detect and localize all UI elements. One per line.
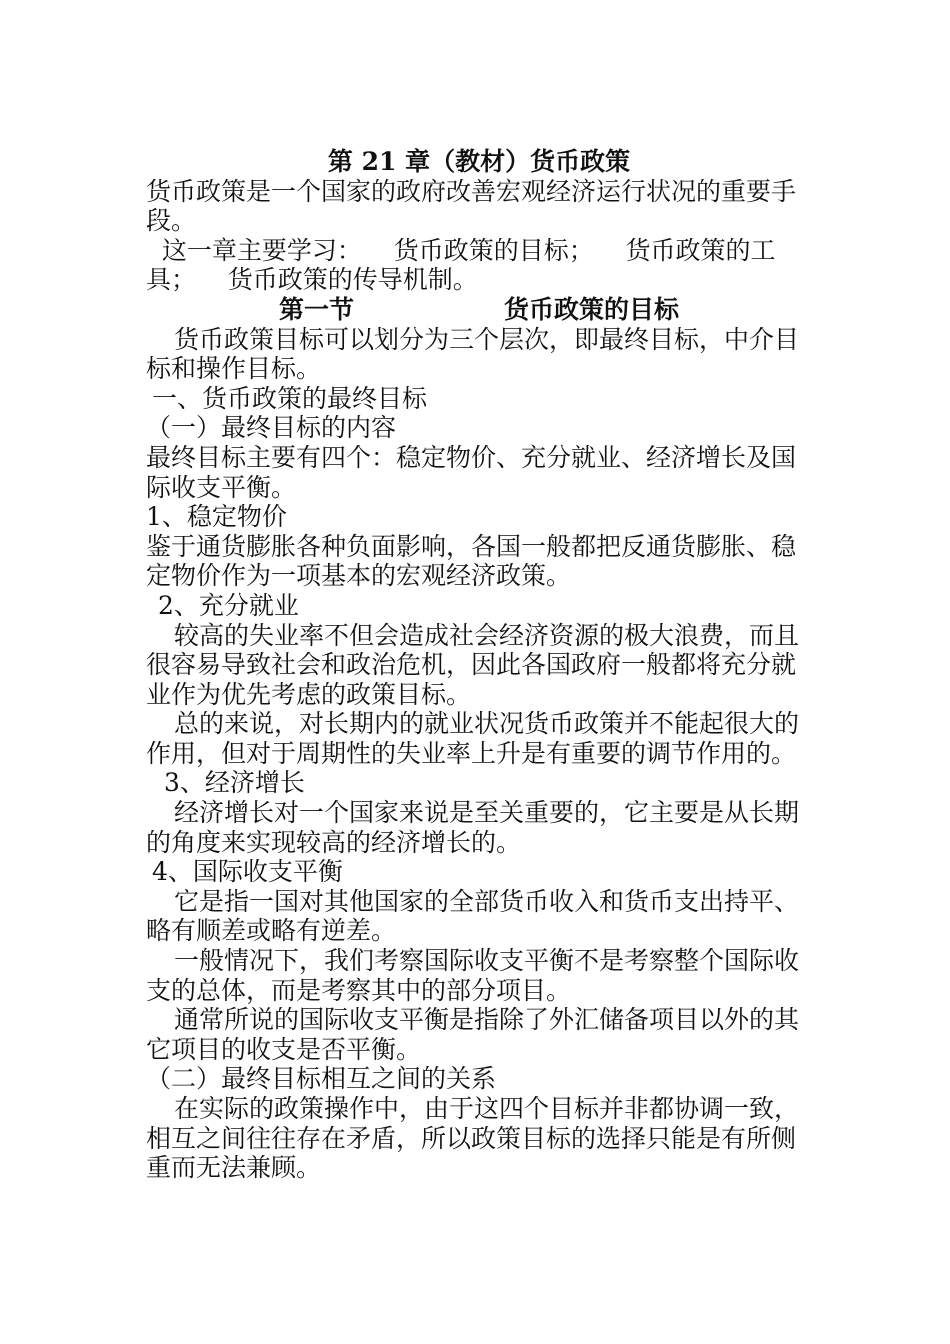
paragraph-goal-relations: 在实际的政策操作中，由于这四个目标并非都协调一致，相互之间往往存在矛盾，所以政策目标的选择只能是有所侧重而无法兼顾。 — [146, 1094, 800, 1183]
paragraph-balance-1: 它是指一国对其他国家的全部货币收入和货币支出持平、略有顺差或略有逆差。 — [146, 886, 800, 946]
chapter-title: 第 21 章（教材）货币政策 — [327, 147, 631, 176]
paragraph-employment-1: 较高的失业率不但会造成社会经济资源的极大浪费，而且很容易导致社会和政治危机，因此各国政府一般都将充分就业作为优先考虑的政策目标。 — [146, 620, 800, 709]
chapter-outline: 这一章主要学习： 货币政策的目标； 货币政策的工具； 货币政策的传导机制。 — [146, 235, 776, 295]
paragraph-levels: 货币政策目标可以划分为三个层次，即最终目标，中介目标和操作目标。 — [146, 324, 800, 384]
heading-goal-relations: （二）最终目标相互之间的关系 — [146, 1064, 497, 1094]
paragraph-four-goals: 最终目标主要有四个：稳定物价、充分就业、经济增长及国际收支平衡。 — [146, 442, 797, 502]
document-page — [146, 147, 812, 1183]
heading-goal-content: （一）最终目标的内容 — [146, 413, 397, 443]
paragraph-economic-growth: 经济增长对一个国家来说是至关重要的，它主要是从长期的角度来实现较高的经济增长的。 — [146, 798, 800, 857]
heading-economic-growth: 3、经济增长 — [164, 768, 305, 798]
section-label: 第一节 — [278, 294, 354, 324]
section-heading — [146, 295, 812, 325]
paragraph-price-stability: 鉴于通货膨胀各种负面影响，各国一般都把反通货膨胀、稳定物价作为一项基本的宏观经济政策。 — [146, 531, 797, 591]
heading-price-stability: 1、稳定物价 — [146, 502, 287, 532]
heading-balance-of-payments: 4、国际收支平衡 — [152, 857, 343, 887]
heading-full-employment: 2、充分就业 — [158, 590, 299, 620]
paragraph-balance-2: 一般情况下，我们考察国际收支平衡不是考察整个国际收支的总体，而是考察其中的部分项目。 — [146, 946, 800, 1005]
paragraph-employment-2: 总的来说，对长期内的就业状况货币政策并不能起很大的作用，但对于周期性的失业率上升是有重要的调节作用的。 — [146, 709, 800, 768]
heading-final-goals: 一、货币政策的最终目标 — [152, 383, 428, 413]
intro-paragraph: 货币政策是一个国家的政府改善宏观经济运行状况的重要手段。 — [146, 176, 797, 236]
paragraph-balance-3: 通常所说的国际收支平衡是指除了外汇储备项目以外的其它项目的收支是否平衡。 — [146, 1005, 800, 1064]
section-title: 货币政策的目标 — [504, 294, 680, 324]
